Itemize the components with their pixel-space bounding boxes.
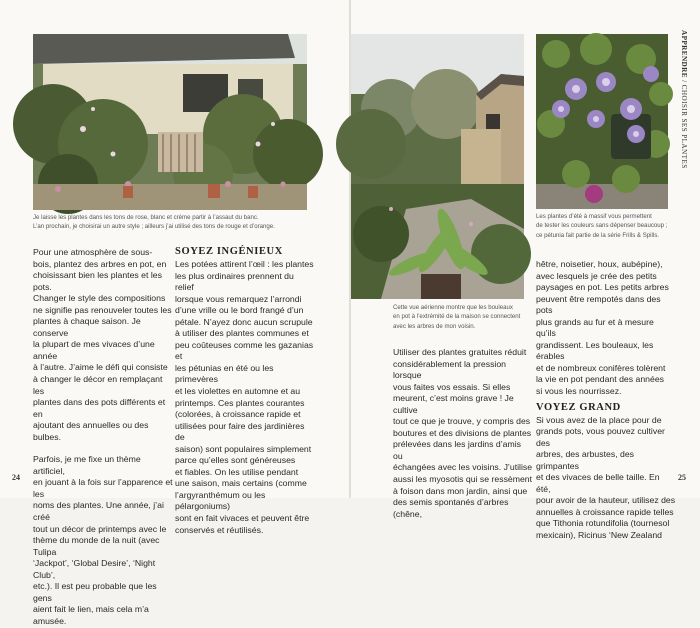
left-column-1 <box>33 247 173 628</box>
running-head: APPRENDRE / CHOISIR SES PLANTES <box>680 30 688 169</box>
caption-aerial: Cette vue aérienne montre que les bouleaux en pot à l’extrémité de la maison se connectent avec les arbres de mon voisin. <box>393 304 521 330</box>
left-column-2: SOYEZ INGÉNIEUX Les potées attirent l’œil : les plantes les plus ordinaires prennent du relief lorsque vous remarquez l’arrondi d’une vrille ou le bord frangé d’un pétale. N’ayez donc aucun scrupule à utiliser des plantes communes et peu coûteuses comme les gazanias et les pétunias en été ou les primevères et les violettes en automne et au printemps. Ces plantes courantes (colorées, à croissance rapide et utilisées pour faire des jardinières de saison) sont populaires simplement parce qu’elles sont généreuses et fiables. On les utilise pendant une saison, mais certains (comme l’argyranthémum ou les pélargoniums) sont en fait vivaces et peuvent être conservés et réutilisés. <box>175 246 314 535</box>
page-number-right: 25 <box>678 473 686 482</box>
page-number-left: 24 <box>12 473 20 482</box>
paragraph: Parfois, je me fixe un thème artificiel, en jouant à la fois sur l’apparence et les noms des plantes. Une année, j’ai créé tout un décor de printemps avec le thème du monde de la nuit (avec Tulipa ‘Jackpot’, ‘Global Desire’, ‘Night Club’, etc.). Il est peu probable que les gens aient fait le lien, mais cela m’a amusée. <box>33 454 173 626</box>
photo-cottage-bench <box>33 34 307 210</box>
caption-petunia: Les plantes d’été à massif vous permettent de tester les couleurs sans dépenser beaucoup ; ce pétunia fait partie de la série Frills & Spills. <box>536 213 668 239</box>
photo-garden-path <box>351 34 524 299</box>
photo-petunias <box>536 34 668 209</box>
section-heading: VOYEZ GRAND <box>536 401 621 413</box>
paragraph: Pour une atmosphère de sous- bois, plantez des arbres en pot, en choisissant bien les plantes et les pots. Changer le style des compositions ne signifie pas renouveler toutes les plantes à chaque saison. Je conserve la plupart de mes vivaces d’une année à l’autre. J’aime le défi qui consiste à changer le décor en remplaçant les plantes dans des pots différents et en ajoutant des annuelles ou des bulbes. <box>33 247 172 442</box>
right-column-2: hêtre, noisetier, houx, aubépine), avec lesquels je crée des petits paysages en pot. Les petits arbres peuvent être rempotés dans des pots plus grands au fur et à mesure qu’ils grandissent. Les bouleaux, les érables et de nombreux conifères tolèrent la vie en pot pendant des années si vous les nourrissez. VOYEZ GRAND Si vous avez de la place pour de grands pots, vous pouvez cultiver des arbres, des arbustes, des grimpantes et des vivaces de belle taille. En été, pour avoir de la hauteur, utilisez des annuelles à croissance rapide telles que Tithonia rotundifolia (tournesol mexicain), Ricinus ‘New Zealand <box>536 259 676 541</box>
caption-bench: Je laisse les plantes dans les tons de rose, blanc et crème partir à l’assaut du banc. L’an prochain, je choisirai un autre style ; ailleurs j’ai utilisé des tons de rouge et d’orange. <box>33 214 275 231</box>
right-column-1: Utiliser des plantes gratuites réduit considérablement la pression lorsque vous faites vos essais. Si elles meurent, c’est moins grave ! Je cultive tout ce que je trouve, y compris des boutures et des divisions de plantes prélevées dans les jardins d’amis ou échangées avec les voisins. J’utilise aussi les myosotis qui se ressèment à foison dans mon jardin, ainsi que des semis spontanés d’arbres (chêne, <box>393 347 533 519</box>
section-heading: SOYEZ INGÉNIEUX <box>175 246 283 257</box>
